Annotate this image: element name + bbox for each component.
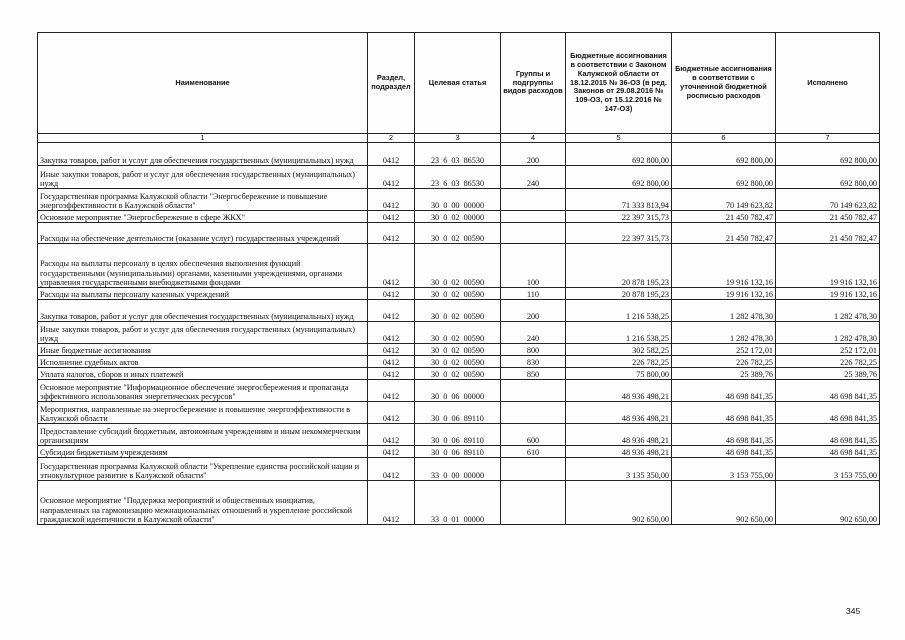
row-name: Иные бюджетные ассигнования (38, 344, 368, 356)
row-law-amount: 48 936 498,21 (566, 424, 672, 446)
row-law-amount: 75 800,00 (566, 368, 672, 380)
row-group: 610 (501, 446, 566, 458)
row-group (501, 481, 566, 525)
row-section: 0412 (368, 189, 415, 211)
row-executed-amount: 692 800,00 (776, 166, 880, 189)
row-name: Мероприятия, направленные на энергосбережение и повышение энергоэффективности в Калужской области (38, 402, 368, 424)
row-law-amount: 48 936 498,21 (566, 380, 672, 402)
row-plan-amount: 692 800,00 (672, 166, 776, 189)
row-section: 0412 (368, 143, 415, 166)
row-section: 0412 (368, 402, 415, 424)
row-section: 0412 (368, 244, 415, 288)
row-group: 600 (501, 424, 566, 446)
row-law-amount: 3 135 350,00 (566, 458, 672, 481)
row-article: 30 0 02 00590 (415, 368, 501, 380)
row-name: Расходы на обеспечение деятельности (оказание услуг) государственных учреждений (38, 223, 368, 244)
row-section: 0412 (368, 368, 415, 380)
row-plan-amount: 48 698 841,35 (672, 380, 776, 402)
row-article: 30 0 02 00590 (415, 244, 501, 288)
row-law-amount: 22 397 315,73 (566, 211, 672, 223)
row-article: 30 0 00 00000 (415, 189, 501, 211)
row-name: Расходы на выплаты персоналу казенных учреждений (38, 288, 368, 300)
budget-table (37, 32, 880, 525)
row-plan-amount: 902 650,00 (672, 481, 776, 525)
table-row (38, 300, 880, 322)
row-law-amount: 20 878 195,23 (566, 244, 672, 288)
row-executed-amount: 48 698 841,35 (776, 380, 880, 402)
row-name: Закупка товаров, работ и услуг для обеспечения государственных (муниципальных) нужд (38, 143, 368, 166)
row-article: 30 0 02 00000 (415, 211, 501, 223)
row-executed-amount: 48 698 841,35 (776, 402, 880, 424)
column-number: 1 (38, 134, 368, 143)
row-plan-amount: 48 698 841,35 (672, 446, 776, 458)
row-section: 0412 (368, 344, 415, 356)
row-article: 23 6 03 86530 (415, 143, 501, 166)
table-row (38, 344, 880, 356)
row-name: Основное мероприятие "Поддержка мероприятий и общественных инициатив, направленных на гармонизацию межнациональных отношений и укрепление российской гражданской идентичности в Калужской области" (38, 481, 368, 525)
table-header (38, 33, 880, 143)
row-group (501, 458, 566, 481)
row-group: 200 (501, 300, 566, 322)
row-executed-amount: 3 153 755,00 (776, 458, 880, 481)
row-group: 240 (501, 166, 566, 189)
table-row (38, 356, 880, 368)
row-plan-amount: 1 282 478,30 (672, 300, 776, 322)
row-law-amount: 692 800,00 (566, 143, 672, 166)
table-row (38, 166, 880, 189)
table-row (38, 244, 880, 288)
table-row (38, 380, 880, 402)
row-plan-amount: 252 172,01 (672, 344, 776, 356)
row-section: 0412 (368, 166, 415, 189)
table-row (38, 402, 880, 424)
table-body (38, 143, 880, 525)
column-number: 2 (368, 134, 415, 143)
row-article: 30 0 02 00590 (415, 344, 501, 356)
row-article: 33 0 01 00000 (415, 481, 501, 525)
row-executed-amount: 21 450 782,47 (776, 223, 880, 244)
row-group: 100 (501, 244, 566, 288)
row-law-amount: 22 397 315,73 (566, 223, 672, 244)
table-row (38, 368, 880, 380)
row-plan-amount: 21 450 782,47 (672, 211, 776, 223)
header-article: Целевая статья (415, 33, 501, 134)
row-law-amount: 48 936 498,21 (566, 446, 672, 458)
row-executed-amount: 70 149 623,82 (776, 189, 880, 211)
row-plan-amount: 70 149 623,82 (672, 189, 776, 211)
row-law-amount: 1 216 538,25 (566, 322, 672, 344)
header-section: Раздел, подраздел (368, 33, 415, 134)
column-number: 7 (776, 134, 880, 143)
row-article: 33 0 00 00000 (415, 458, 501, 481)
row-name: Иные закупки товаров, работ и услуг для обеспечения государственных (муниципальных) нужд (38, 322, 368, 344)
row-law-amount: 226 782,25 (566, 356, 672, 368)
row-section: 0412 (368, 300, 415, 322)
row-section: 0412 (368, 481, 415, 525)
row-law-amount: 1 216 538,25 (566, 300, 672, 322)
row-group: 110 (501, 288, 566, 300)
row-law-amount: 20 878 195,23 (566, 288, 672, 300)
row-article: 30 0 06 89110 (415, 402, 501, 424)
row-section: 0412 (368, 322, 415, 344)
table-row (38, 143, 880, 166)
row-name: Основное мероприятие "Энергосбережение в сфере ЖКХ" (38, 211, 368, 223)
row-plan-amount: 19 916 132,16 (672, 288, 776, 300)
row-article: 30 0 06 00000 (415, 380, 501, 402)
table-row (38, 322, 880, 344)
row-law-amount: 71 333 813,94 (566, 189, 672, 211)
row-plan-amount: 48 698 841,35 (672, 424, 776, 446)
row-section: 0412 (368, 223, 415, 244)
row-executed-amount: 48 698 841,35 (776, 446, 880, 458)
table-row (38, 481, 880, 525)
row-article: 30 0 02 00590 (415, 223, 501, 244)
row-executed-amount: 226 782,25 (776, 356, 880, 368)
header-group: Группы и подгруппы видов расходов (501, 33, 566, 134)
row-name: Иные закупки товаров, работ и услуг для обеспечения государственных (муниципальных) нужд (38, 166, 368, 189)
row-group (501, 402, 566, 424)
row-article: 30 0 02 00590 (415, 288, 501, 300)
row-law-amount: 692 800,00 (566, 166, 672, 189)
row-plan-amount: 692 800,00 (672, 143, 776, 166)
row-name: Предоставление субсидий бюджетным, автономным учреждениям и иным некоммерческим организациям (38, 424, 368, 446)
row-name: Уплата налогов, сборов и иных платежей (38, 368, 368, 380)
row-section: 0412 (368, 446, 415, 458)
row-plan-amount: 226 782,25 (672, 356, 776, 368)
table-row (38, 458, 880, 481)
row-article: 30 0 02 00590 (415, 300, 501, 322)
table-row (38, 288, 880, 300)
table-row (38, 211, 880, 223)
row-plan-amount: 3 153 755,00 (672, 458, 776, 481)
header-law-assignments: Бюджетные ассигнования в соответствии с Законом Калужской области от 18.12.2015 № 36-ОЗ (в ред. Законов от 29.08.2016 № 109-ОЗ, от 15.12.2016 № 147-ОЗ) (566, 33, 672, 134)
row-executed-amount: 902 650,00 (776, 481, 880, 525)
row-plan-amount: 25 389,76 (672, 368, 776, 380)
column-number: 6 (672, 134, 776, 143)
row-group: 200 (501, 143, 566, 166)
row-group: 240 (501, 322, 566, 344)
row-name: Субсидии бюджетным учреждениям (38, 446, 368, 458)
row-plan-amount: 1 282 478,30 (672, 322, 776, 344)
row-group: 800 (501, 344, 566, 356)
table-row (38, 223, 880, 244)
row-group (501, 380, 566, 402)
row-law-amount: 48 936 498,21 (566, 402, 672, 424)
row-executed-amount: 19 916 132,16 (776, 288, 880, 300)
row-executed-amount: 1 282 478,30 (776, 300, 880, 322)
row-law-amount: 302 582,25 (566, 344, 672, 356)
row-section: 0412 (368, 288, 415, 300)
row-law-amount: 902 650,00 (566, 481, 672, 525)
row-article: 30 0 02 00590 (415, 322, 501, 344)
column-number: 4 (501, 134, 566, 143)
row-name: Исполнение судебных актов (38, 356, 368, 368)
row-plan-amount: 48 698 841,35 (672, 402, 776, 424)
row-section: 0412 (368, 211, 415, 223)
row-article: 23 6 03 86530 (415, 166, 501, 189)
row-executed-amount: 1 282 478,30 (776, 322, 880, 344)
row-executed-amount: 21 450 782,47 (776, 211, 880, 223)
row-section: 0412 (368, 458, 415, 481)
table-row (38, 446, 880, 458)
row-name: Закупка товаров, работ и услуг для обеспечения государственных (муниципальных) нужд (38, 300, 368, 322)
column-number: 3 (415, 134, 501, 143)
row-executed-amount: 19 916 132,16 (776, 244, 880, 288)
header-executed: Исполнено (776, 33, 880, 134)
row-plan-amount: 21 450 782,47 (672, 223, 776, 244)
row-plan-amount: 19 916 132,16 (672, 244, 776, 288)
row-group (501, 189, 566, 211)
table-row (38, 424, 880, 446)
row-group: 850 (501, 368, 566, 380)
row-article: 30 0 02 00590 (415, 356, 501, 368)
column-number: 5 (566, 134, 672, 143)
row-group (501, 211, 566, 223)
row-executed-amount: 25 389,76 (776, 368, 880, 380)
row-executed-amount: 252 172,01 (776, 344, 880, 356)
row-executed-amount: 692 800,00 (776, 143, 880, 166)
row-executed-amount: 48 698 841,35 (776, 424, 880, 446)
row-group (501, 223, 566, 244)
page-number: 345 (846, 606, 861, 616)
row-group: 830 (501, 356, 566, 368)
header-name: Наименование (38, 33, 368, 134)
row-name: Государственная программа Калужской области "Энергосбережение и повышение энергоэффективности в Калужской области" (38, 189, 368, 211)
row-section: 0412 (368, 424, 415, 446)
header-plan-assignments: Бюджетные ассигнования в соответствии с уточненной бюджетной росписью расходов (672, 33, 776, 134)
row-name: Расходы на выплаты персоналу в целях обеспечения выполнения функций государственными (муниципальными) органами, казенными учреждениями, органами управления государственными внебюджетными фондами (38, 244, 368, 288)
row-article: 30 0 06 89110 (415, 424, 501, 446)
row-name: Основное мероприятие "Информационное обеспечение энергосбережения и пропаганда эффективного использования энергетических ресурсов" (38, 380, 368, 402)
row-section: 0412 (368, 356, 415, 368)
row-section: 0412 (368, 380, 415, 402)
table-row (38, 189, 880, 211)
row-article: 30 0 06 89110 (415, 446, 501, 458)
row-name: Государственная программа Калужской области "Укрепление единства российской нации и этнокультурное развитие в Калужской области" (38, 458, 368, 481)
